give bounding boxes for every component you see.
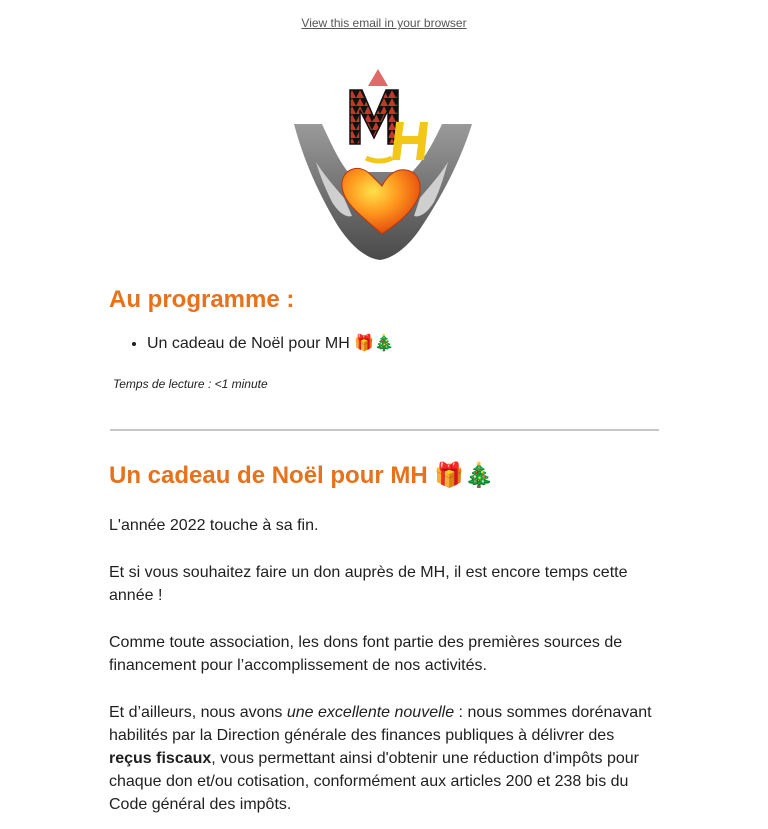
program-item-label[interactable]: Un cadeau de Noël pour MH xyxy=(147,335,350,352)
gift-tree-icon: 🎁🎄 xyxy=(354,333,395,352)
paragraph-bold: reçus fiscaux xyxy=(109,750,212,767)
logo-m-letter xyxy=(350,90,398,144)
program-title: Au programme : xyxy=(109,286,295,313)
paragraph-text: , vous permettant ainsi d'obtenir une réduction d'impôts pour chaque don et/ou cotisation, conformément aux articles 200 et 238 bis du Code général des impôts. xyxy=(109,750,639,813)
paragraph-funding: Comme toute association, les dons font partie des premières sources de financement pour l’accomplissement de nos activités. xyxy=(109,634,623,674)
paragraph-italic: une excellente nouvelle xyxy=(286,704,455,721)
reading-time: Temps de lecture : <1 minute xyxy=(113,377,268,391)
gift-tree-icon: 🎁🎄 xyxy=(434,461,495,489)
paragraph-donation: Et si vous souhaitez faire un don auprès de MH, il est encore temps cette année ! xyxy=(109,564,628,604)
paragraph-tax-receipts xyxy=(109,701,659,816)
mh-logo xyxy=(292,66,474,262)
logo-triangle xyxy=(368,69,388,86)
paragraph-year-end: L'année 2022 touche à sa fin. xyxy=(109,517,319,534)
program-list xyxy=(109,332,659,355)
logo-h-letter xyxy=(392,122,428,160)
paragraph-text: : nous sommes dorénavant habilités par la Direction générale des finances publiques à délivrer des xyxy=(109,704,652,744)
article-title-text: Un cadeau de Noël pour MH xyxy=(109,462,428,489)
section-divider xyxy=(110,429,659,431)
view-in-browser-link[interactable]: View this email in your browser xyxy=(301,16,467,30)
paragraph-text: Et d’ailleurs, nous avons xyxy=(109,704,287,721)
program-item[interactable] xyxy=(147,332,659,355)
email-content xyxy=(109,284,659,816)
article-title xyxy=(109,459,659,492)
